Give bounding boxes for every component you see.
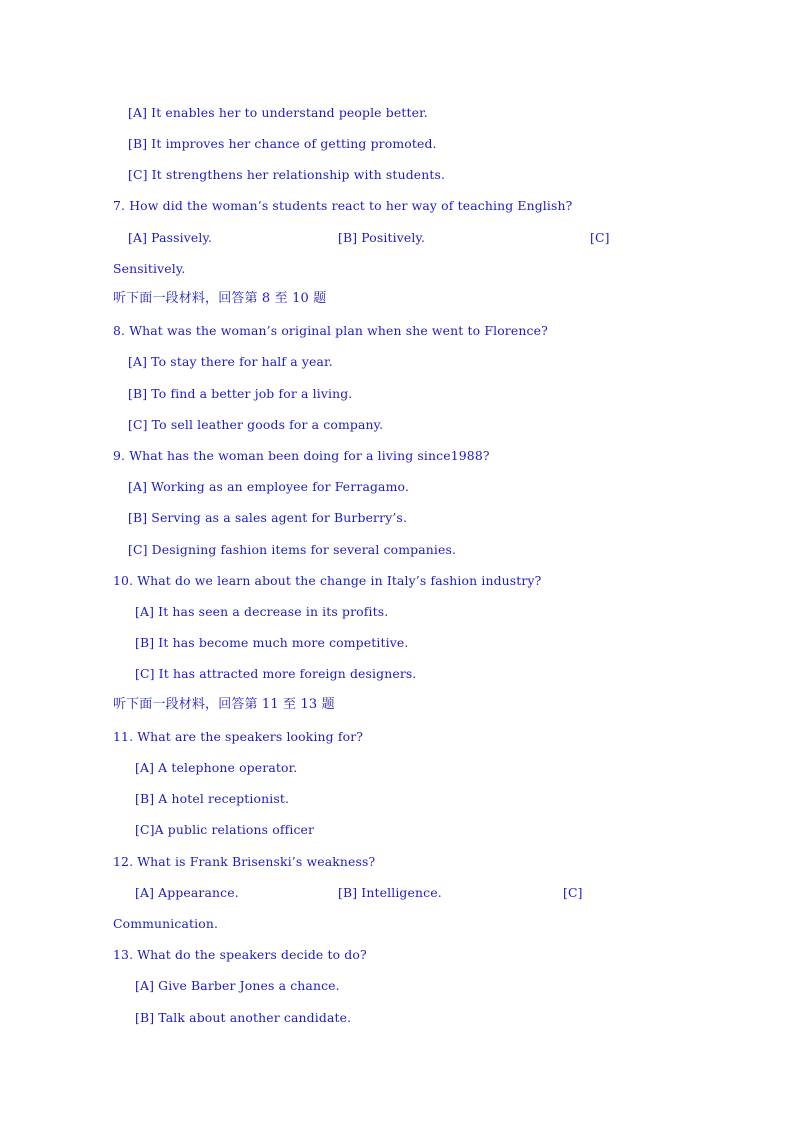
question-7: 7. How did the woman’s students react to her way of teaching English? <box>113 198 573 213</box>
q6-option-c: [C] It strengthens her relationship with students. <box>128 167 446 182</box>
question-8: 8. What was the woman’s original plan when she went to Florence? <box>113 323 548 338</box>
q13-option-a: [A] Give Barber Jones a chance. <box>135 978 340 993</box>
question-9: 9. What has the woman been doing for a living since1988? <box>113 448 490 463</box>
question-13: 13. What do the speakers decide to do? <box>113 947 367 962</box>
section-heading-11-13: 听下面一段材料，回答第 11 至 13 题 <box>113 697 335 712</box>
q7-option-b: [B] Positively. <box>338 230 426 245</box>
q11-option-a: [A] A telephone operator. <box>135 760 298 775</box>
q6-option-a: [A] It enables her to understand people better. <box>128 105 428 120</box>
q10-option-a: [A] It has seen a decrease in its profits. <box>135 604 389 619</box>
question-12: 12. What is Frank Brisenski’s weakness? <box>113 854 376 869</box>
q12-option-c-label: [C] <box>563 885 583 900</box>
q11-option-b: [B] A hotel receptionist. <box>135 791 290 806</box>
q10-option-c: [C] It has attracted more foreign designers. <box>135 666 417 681</box>
q12-option-c-text: Communication. <box>113 916 219 931</box>
q9-option-c: [C] Designing fashion items for several companies. <box>128 542 457 557</box>
q13-option-b: [B] Talk about another candidate. <box>135 1010 352 1025</box>
q8-option-c: [C] To sell leather goods for a company. <box>128 417 384 432</box>
q9-option-b: [B] Serving as a sales agent for Burberry’s. <box>128 510 408 525</box>
q8-option-b: [B] To find a better job for a living. <box>128 386 353 401</box>
q7-option-a: [A] Passively. <box>128 230 213 245</box>
q7-option-c-text: Sensitively. <box>113 261 186 276</box>
q9-option-a: [A] Working as an employee for Ferragamo. <box>128 479 409 494</box>
q10-option-b: [B] It has become much more competitive. <box>135 635 409 650</box>
q6-option-b: [B] It improves her chance of getting promoted. <box>128 136 437 151</box>
section-heading-8-10: 听下面一段材料，回答第 8 至 10 题 <box>113 291 327 306</box>
question-11: 11. What are the speakers looking for? <box>113 729 364 744</box>
q12-option-a: [A] Appearance. <box>135 885 239 900</box>
q8-option-a: [A] To stay there for half a year. <box>128 354 333 369</box>
q7-option-c-label: [C] <box>590 230 610 245</box>
question-10: 10. What do we learn about the change in Italy’s fashion industry? <box>113 573 542 588</box>
q11-option-c: [C]A public relations officer <box>135 822 315 837</box>
q12-option-b: [B] Intelligence. <box>338 885 442 900</box>
